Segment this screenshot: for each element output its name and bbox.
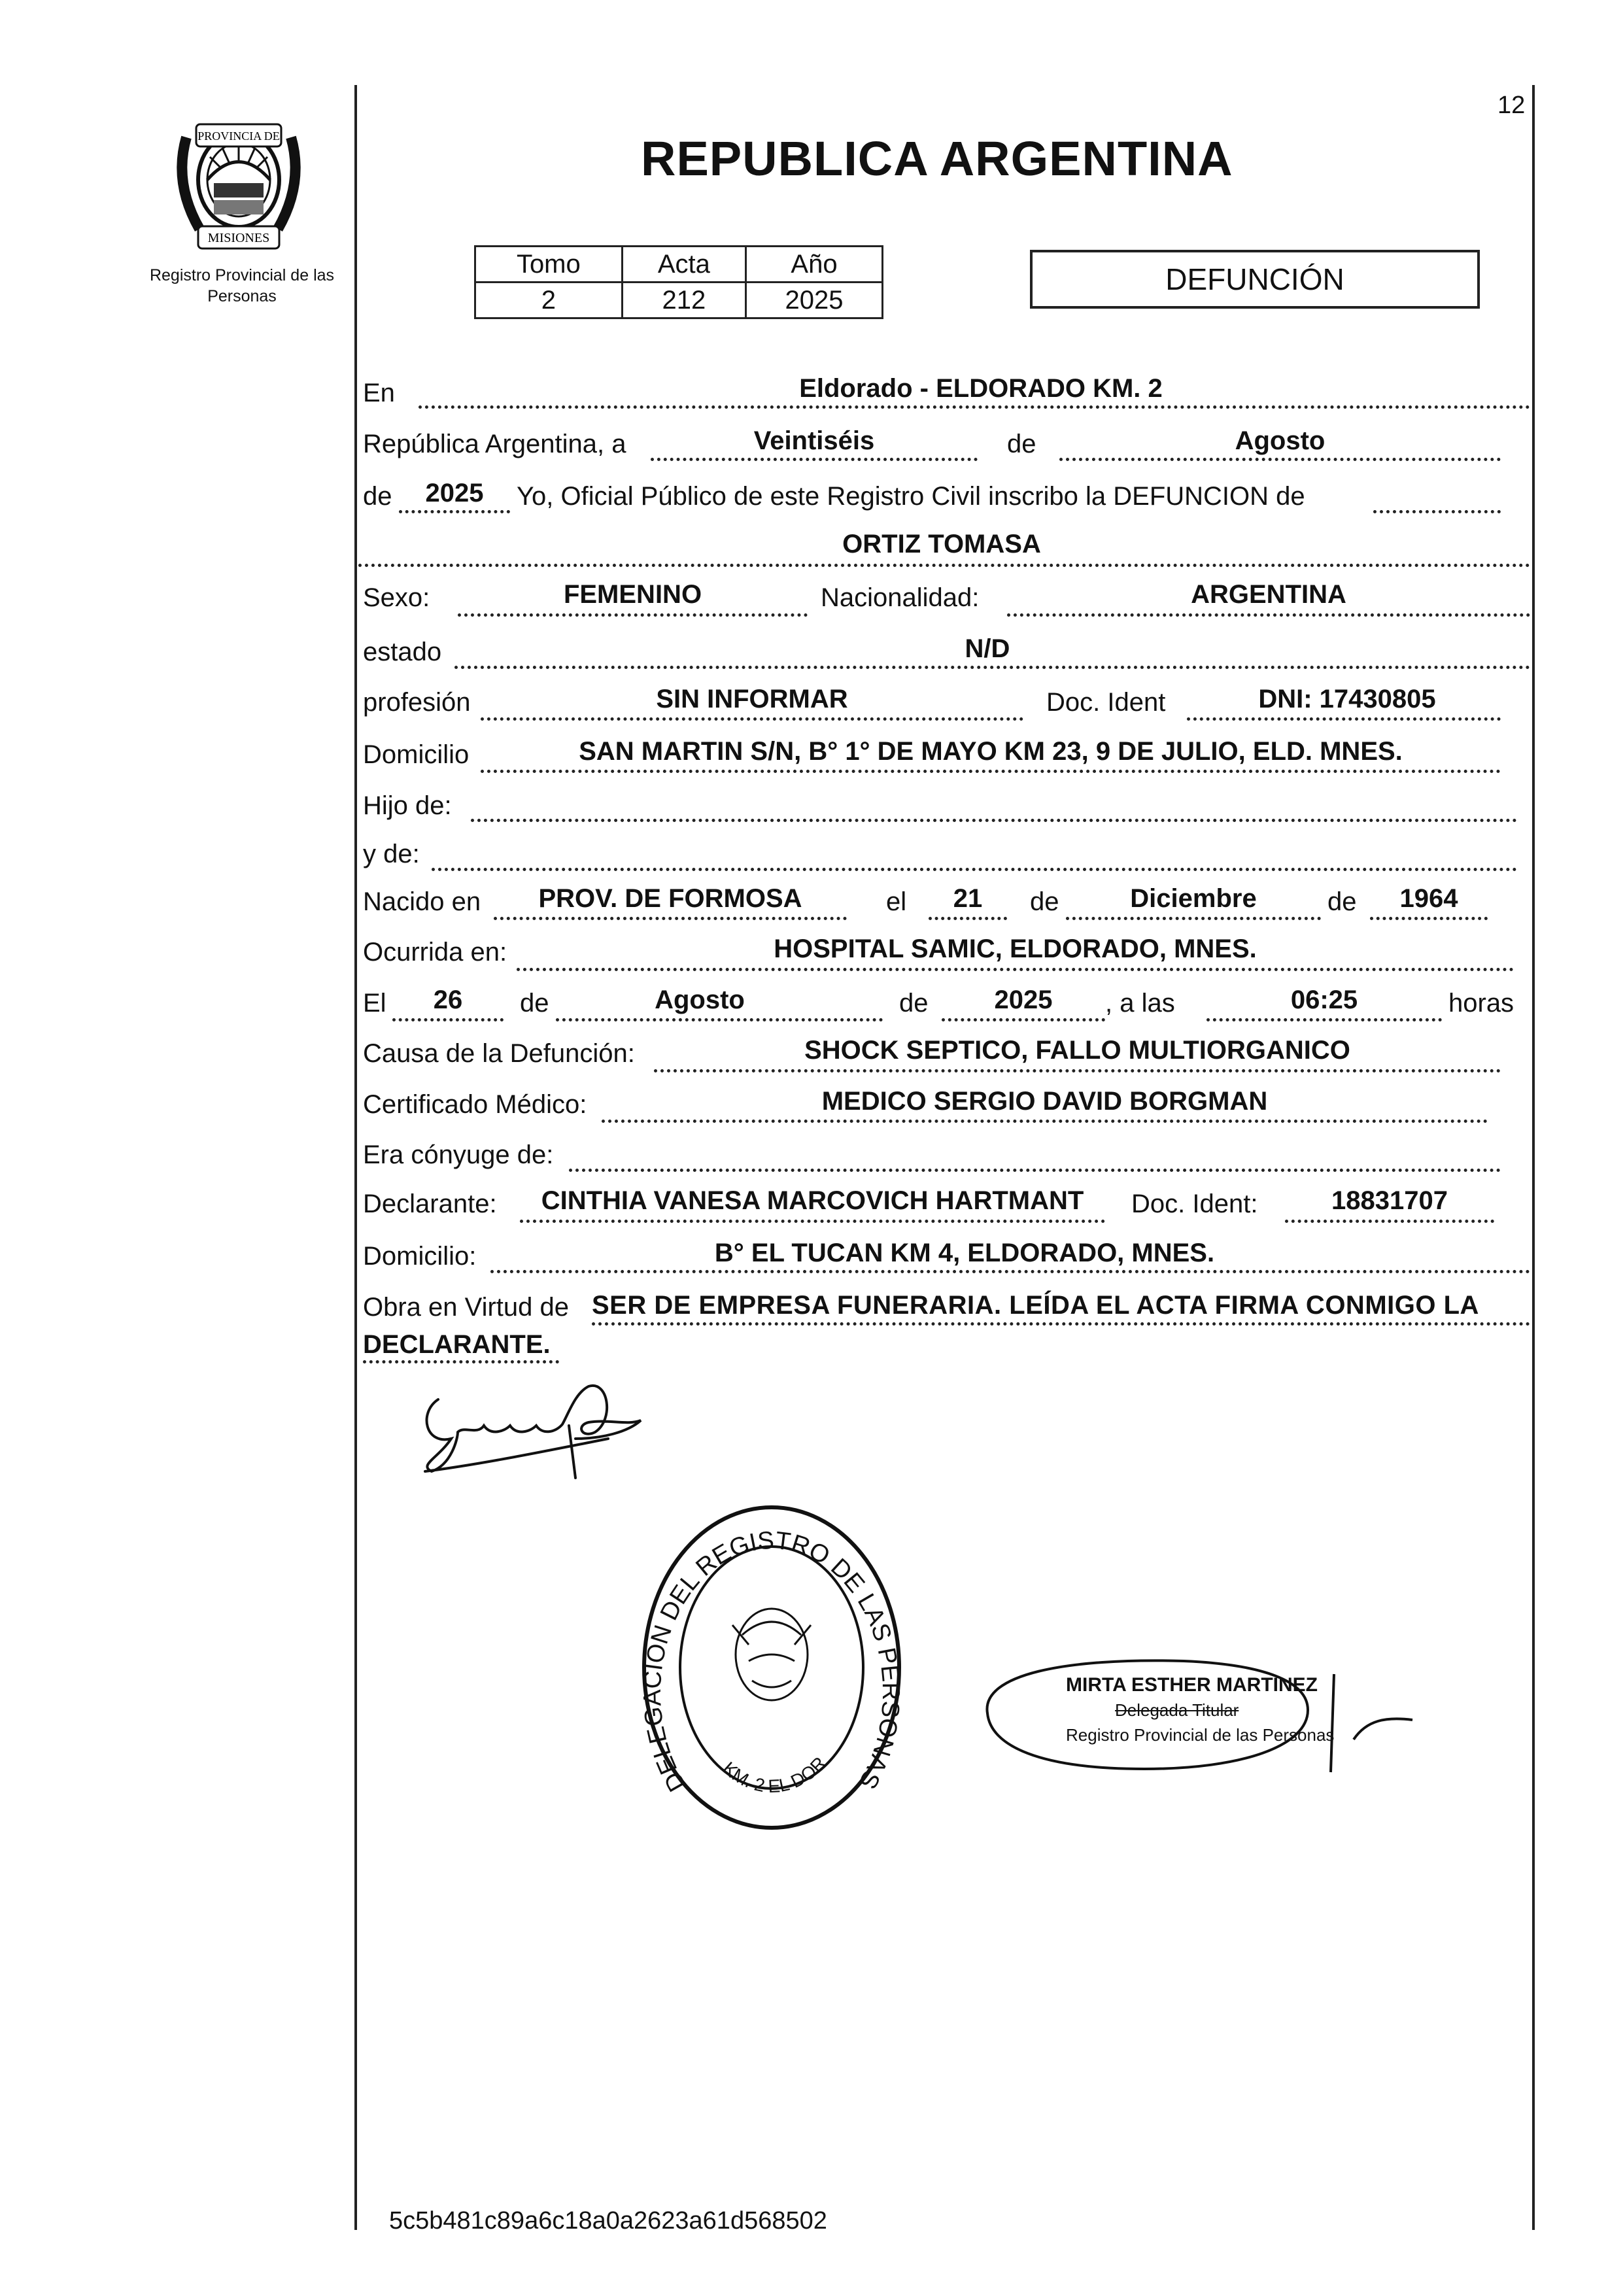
obra-line-2 bbox=[363, 1360, 559, 1363]
profesion-line bbox=[481, 717, 1023, 721]
nacionalidad-label: Nacionalidad: bbox=[821, 583, 980, 612]
record-table-header bbox=[475, 247, 883, 283]
el-label: el bbox=[886, 887, 907, 916]
declarante-label: Declarante: bbox=[363, 1190, 497, 1218]
domicilio-line bbox=[481, 770, 1501, 773]
signature bbox=[412, 1373, 687, 1491]
nacido-value: PROV. DE FORMOSA bbox=[538, 884, 802, 913]
death-month-line bbox=[556, 1018, 883, 1021]
hijo-line bbox=[471, 819, 1517, 822]
causa-label: Causa de la Defunción: bbox=[363, 1039, 635, 1068]
causa-value: SHOCK SEPTICO, FALLO MULTIORGANICO bbox=[804, 1036, 1350, 1065]
record-table bbox=[474, 245, 883, 319]
estado-label: estado bbox=[363, 638, 442, 666]
col-tomo: Tomo bbox=[475, 247, 623, 283]
doc2-value: 18831707 bbox=[1331, 1186, 1448, 1215]
year-line bbox=[399, 510, 510, 513]
a-las-label: , a las bbox=[1105, 989, 1175, 1018]
left-margin-rule bbox=[354, 85, 357, 2230]
ocurrida-label: Ocurrida en: bbox=[363, 938, 507, 967]
doc2-label: Doc. Ident: bbox=[1131, 1190, 1258, 1218]
death-day: 26 bbox=[433, 985, 463, 1014]
day-line bbox=[651, 458, 978, 461]
registry-seal bbox=[634, 1498, 909, 1838]
domicilio-value: SAN MARTIN S/N, B° 1° DE MAYO KM 23, 9 DE JULIO, ELD. MNES. bbox=[579, 737, 1403, 766]
death-month: Agosto bbox=[655, 985, 745, 1014]
page-title: REPUBLICA ARGENTINA bbox=[641, 131, 1233, 186]
col-anio: Año bbox=[746, 247, 883, 283]
doc-line bbox=[1187, 717, 1501, 721]
seal-bottom-text: KM. 2 EL DOR bbox=[719, 1753, 830, 1797]
de-label-2: de bbox=[363, 482, 392, 511]
de-label-1: de bbox=[1007, 430, 1036, 458]
en-line bbox=[419, 405, 1530, 409]
document-hash: 5c5b481c89a6c18a0a2623a61d568502 bbox=[389, 2207, 827, 2235]
birth-day: 21 bbox=[953, 884, 983, 913]
declarante-line bbox=[520, 1220, 1105, 1223]
yde-label: y de: bbox=[363, 840, 420, 868]
de-label-3: de bbox=[1030, 887, 1059, 916]
yo-line bbox=[1373, 510, 1501, 513]
emblem-top-text: PROVINCIA DE bbox=[197, 129, 280, 143]
republica-label: República Argentina, a bbox=[363, 430, 626, 458]
year-value: 2025 bbox=[425, 479, 484, 507]
record-type-box bbox=[1030, 250, 1480, 309]
col-acta: Acta bbox=[622, 247, 745, 283]
doc-value: DNI: 17430805 bbox=[1258, 685, 1436, 713]
yde-line bbox=[432, 868, 1517, 871]
certificado-line bbox=[602, 1120, 1488, 1123]
official-stamp bbox=[968, 1648, 1439, 1779]
profesion-value: SIN INFORMAR bbox=[656, 685, 848, 713]
domicilio2-line bbox=[490, 1270, 1530, 1273]
death-year-line bbox=[942, 1018, 1105, 1021]
obra-text-2: DECLARANTE. bbox=[363, 1330, 551, 1359]
certificado-value: MEDICO SERGIO DAVID BORGMAN bbox=[821, 1087, 1268, 1116]
declarante-value: CINTHIA VANESA MARCOVICH HARTMANT bbox=[541, 1186, 1084, 1215]
obra-label: Obra en Virtud de bbox=[363, 1293, 570, 1322]
conyuge-line bbox=[569, 1169, 1501, 1172]
registry-label: Registro Provincial de las Personas bbox=[149, 266, 335, 305]
anio-value: 2025 bbox=[746, 283, 883, 318]
birth-day-line bbox=[929, 917, 1007, 920]
month-value: Agosto bbox=[1235, 426, 1326, 455]
causa-line bbox=[654, 1069, 1501, 1072]
obra-text-1: SER DE EMPRESA FUNERARIA. LEÍDA EL ACTA FIRMA CONMIGO LA bbox=[592, 1291, 1479, 1320]
deceased-name: ORTIZ TOMASA bbox=[842, 530, 1041, 558]
birth-month-line bbox=[1066, 917, 1321, 920]
estado-line bbox=[454, 666, 1530, 669]
estado-value: N/D bbox=[965, 634, 1010, 663]
nacido-label: Nacido en bbox=[363, 887, 481, 916]
official-name: MIRTA ESTHER MARTINEZ bbox=[1066, 1674, 1318, 1696]
de-label-6: de bbox=[899, 989, 929, 1018]
acta-value: 212 bbox=[622, 283, 745, 318]
de-label-5: de bbox=[520, 989, 549, 1018]
domicilio2-label: Domicilio: bbox=[363, 1242, 477, 1271]
domicilio2-value: B° EL TUCAN KM 4, ELDORADO, MNES. bbox=[714, 1239, 1215, 1267]
page-number: 12 bbox=[1497, 92, 1526, 119]
domicilio-label: Domicilio bbox=[363, 740, 470, 769]
nacionalidad-value: ARGENTINA bbox=[1191, 580, 1346, 609]
el2-label: El bbox=[363, 989, 386, 1018]
hijo-label: Hijo de: bbox=[363, 791, 452, 820]
record-type: DEFUNCIÓN bbox=[1165, 262, 1344, 296]
sexo-line bbox=[458, 613, 808, 617]
doc2-line bbox=[1285, 1220, 1494, 1223]
ocurrida-value: HOSPITAL SAMIC, ELDORADO, MNES. bbox=[774, 934, 1257, 963]
record-table-values bbox=[475, 283, 883, 318]
death-time-line bbox=[1206, 1018, 1442, 1021]
month-line bbox=[1059, 458, 1501, 461]
birth-year-line bbox=[1370, 917, 1488, 920]
conyuge-label: Era cónyuge de: bbox=[363, 1140, 554, 1169]
obra-line-1 bbox=[592, 1322, 1530, 1326]
death-year: 2025 bbox=[994, 985, 1053, 1014]
sexo-label: Sexo: bbox=[363, 583, 430, 612]
de-label-4: de bbox=[1327, 887, 1357, 916]
horas-label: horas bbox=[1448, 989, 1514, 1018]
doc-label: Doc. Ident bbox=[1046, 688, 1166, 717]
sexo-value: FEMENINO bbox=[563, 580, 702, 609]
nacido-line bbox=[494, 917, 847, 920]
right-margin-rule bbox=[1532, 85, 1535, 2230]
birth-year: 1964 bbox=[1399, 884, 1458, 913]
seal-ring-text: DELEGACION DEL REGISTRO DE LAS PERSONAS bbox=[638, 1526, 905, 1796]
official-office: Registro Provincial de las Personas bbox=[1066, 1725, 1335, 1745]
name-line bbox=[358, 564, 1530, 567]
nacionalidad-line bbox=[1007, 613, 1530, 617]
yo-text: Yo, Oficial Público de este Registro Civil inscribo la DEFUNCION de bbox=[517, 482, 1305, 511]
tomo-value: 2 bbox=[475, 283, 623, 318]
birth-month: Diciembre bbox=[1130, 884, 1257, 913]
ocurrida-line bbox=[517, 968, 1514, 971]
certificado-label: Certificado Médico: bbox=[363, 1090, 587, 1119]
en-label: En bbox=[363, 379, 395, 407]
day-words: Veintiséis bbox=[753, 426, 875, 455]
province-emblem bbox=[167, 98, 311, 255]
emblem-bottom-text: MISIONES bbox=[207, 231, 270, 245]
death-time: 06:25 bbox=[1290, 985, 1358, 1014]
profesion-label: profesión bbox=[363, 688, 471, 717]
en-value: Eldorado - ELDORADO KM. 2 bbox=[799, 374, 1163, 403]
official-role: Delegada Titular bbox=[1115, 1700, 1239, 1720]
death-day-line bbox=[392, 1018, 504, 1021]
